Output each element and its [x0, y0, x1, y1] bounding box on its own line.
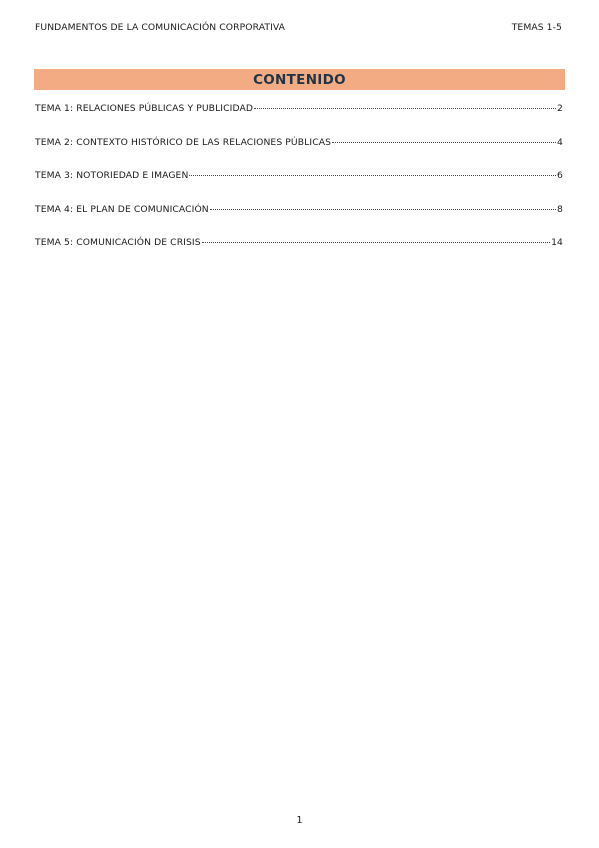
- toc-dot-leader: [332, 142, 556, 143]
- toc-entry-page: 8: [557, 203, 563, 215]
- toc-dot-leader: [189, 175, 556, 176]
- toc-dot-leader: [254, 108, 556, 109]
- toc-entry-page: 4: [557, 136, 563, 148]
- toc-entry-tema-5[interactable]: [35, 237, 563, 271]
- toc-entry-tema-4[interactable]: [35, 204, 563, 238]
- toc-entry-title: TEMA 3: NOTORIEDAD E IMAGEN: [35, 170, 189, 181]
- toc-entry-title: TEMA 4: EL PLAN DE COMUNICACIÓN: [35, 203, 209, 215]
- toc-entry-title: TEMA 5: COMUNICACIÓN DE CRISIS: [35, 237, 201, 248]
- toc-entry-title: TEMA 2: CONTEXTO HISTÓRICO DE LAS RELACIONES PÚBLICAS: [35, 136, 332, 148]
- toc-list: [35, 103, 563, 271]
- toc-entry-tema-2[interactable]: [35, 137, 563, 171]
- toc-entry-page: 6: [557, 170, 563, 181]
- document-section: TEMAS 1-5: [511, 22, 562, 33]
- toc-dot-leader: [210, 209, 556, 210]
- toc-entry-page: 14: [551, 237, 563, 248]
- toc-heading: [34, 69, 565, 90]
- toc-entry-tema-3[interactable]: [35, 170, 563, 204]
- document-title: FUNDAMENTOS DE LA COMUNICACIÓN CORPORATIVA: [35, 22, 286, 33]
- page-header: [35, 22, 562, 33]
- toc-entry-page: 2: [557, 103, 563, 114]
- toc-entry-tema-1[interactable]: [35, 103, 563, 137]
- toc-dot-leader: [202, 242, 550, 243]
- page-number: 1: [296, 815, 303, 826]
- toc-entry-title: TEMA 1: RELACIONES PÚBLICAS Y PUBLICIDAD: [35, 103, 254, 114]
- toc-heading-label: CONTENIDO: [253, 71, 346, 88]
